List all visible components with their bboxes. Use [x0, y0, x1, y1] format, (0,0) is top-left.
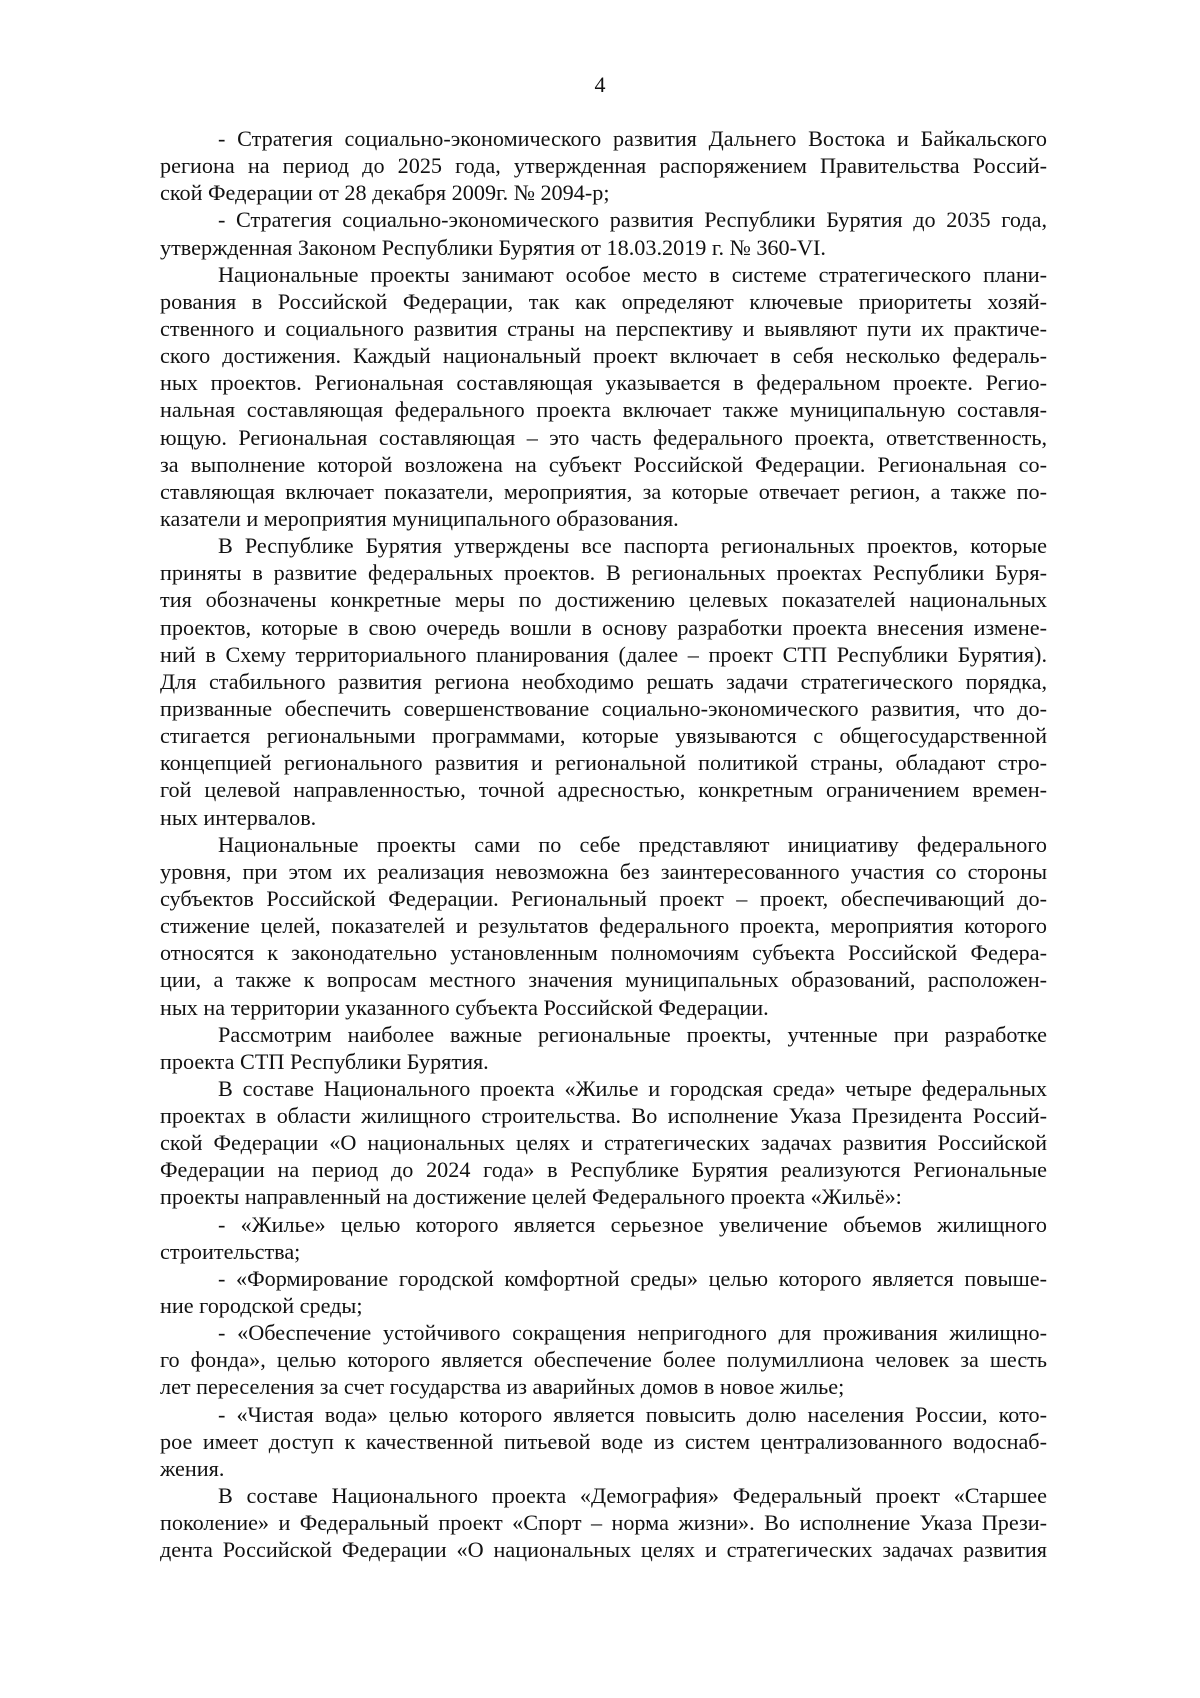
text-line: Национальные проекты занимают особое место в системе стратегического плани- — [218, 261, 1047, 287]
text-line: гой целевой направленностью, точной адресностью, конкретным ограничением времен- — [160, 777, 1047, 803]
text-line: дента Российской Федерации «О национальных целях и стратегических задачах развития — [160, 1537, 1047, 1563]
text-line: проекта СТП Республики Бурятия. — [160, 1048, 489, 1074]
text-line: уровня, при этом их реализация невозможна без заинтересованного участия со стороны — [160, 858, 1047, 884]
text-line: - «Чистая вода» целью которого является повысить долю населения России, кото- — [218, 1401, 1047, 1427]
text-line: тия обозначены конкретные меры по достижению целевых показателей национальных — [160, 587, 1047, 613]
document-body — [160, 125, 1047, 1563]
text-line: рования в Российской Федерации, так как определяют ключевые приоритеты хозяй- — [160, 288, 1047, 314]
text-line: ской Федерации «О национальных целях и стратегических задачах развития Российской — [160, 1130, 1047, 1156]
text-line: - «Формирование городской комфортной среды» целью которого является повыше- — [218, 1265, 1047, 1291]
text-line: утвержденная Законом Республики Бурятия от 18.03.2019 г. № 360-VI. — [160, 234, 826, 260]
text-line: нальная составляющая федерального проекта включает также муниципальную составля- — [160, 397, 1047, 423]
text-line: ственного и социального развития страны на перспективу и выявляют пути их практиче- — [160, 315, 1047, 341]
text-line: поколение» и Федеральный проект «Спорт – норма жизни». Во исполнение Указа Прези- — [160, 1510, 1047, 1536]
text-line: В составе Национального проекта «Демография» Федеральный проект «Старшее — [218, 1483, 1047, 1509]
text-line: - «Обеспечение устойчивого сокращения непригодного для проживания жилищно- — [218, 1320, 1047, 1346]
text-line: лет переселения за счет государства из аварийных домов в новое жилье; — [160, 1374, 845, 1400]
text-line: го фонда», целью которого является обеспечение более полумиллиона человек за шесть — [160, 1347, 1047, 1373]
text-line: региона на период до 2025 года, утвержденная распоряжением Правительства Россий- — [160, 153, 1047, 179]
text-line: субъектов Российской Федерации. Региональный проект – проект, обеспечивающий до- — [160, 885, 1047, 911]
text-line: ний в Схему территориального планирования (далее – проект СТП Республики Бурятия). — [160, 641, 1047, 667]
text-line: приняты в развитие федеральных проектов. В региональных проектах Республики Буря- — [160, 560, 1047, 586]
text-line: рое имеет доступ к качественной питьевой воде из систем централизованного водоснаб- — [160, 1428, 1047, 1454]
text-line: относятся к законодательно установленным полномочиям субъекта Российской Федера- — [160, 940, 1047, 966]
text-line: В составе Национального проекта «Жилье и городская среда» четыре федеральных — [218, 1075, 1047, 1101]
text-line: ние городской среды; — [160, 1293, 363, 1319]
text-line: проекты направленный на достижение целей Федерального проекта «Жильё»: — [160, 1184, 902, 1210]
text-line: Национальные проекты сами по себе представляют инициативу федерального — [218, 831, 1047, 857]
text-line: ставляющая включает показатели, мероприятия, за которые отвечает регион, а также по- — [160, 478, 1047, 504]
text-line: Рассмотрим наиболее важные региональные проекты, учтенные при разработке — [218, 1021, 1047, 1047]
text-line: жения. — [160, 1455, 225, 1481]
text-line: Для стабильного развития региона необходимо решать задачи стратегического порядка, — [160, 668, 1047, 694]
text-line: ющую. Региональная составляющая – это часть федерального проекта, ответственность, — [160, 424, 1047, 450]
text-line: стижение целей, показателей и результатов федерального проекта, мероприятия которого — [160, 913, 1047, 939]
page-number: 4 — [594, 72, 606, 97]
text-line: стигается региональными программами, которые увязываются с общегосударственной — [160, 723, 1047, 749]
text-line: проектов, которые в свою очередь вошли в основу разработки проекта внесения измене- — [160, 614, 1047, 640]
text-line: Федерации на период до 2024 года» в Республике Бурятия реализуются Региональные — [160, 1157, 1047, 1183]
text-line: строительства; — [160, 1238, 301, 1264]
text-line: ции, а также к вопросам местного значения муниципальных образований, расположен- — [160, 967, 1047, 993]
text-line: ского достижения. Каждый национальный проект включает в себя несколько федераль- — [160, 343, 1047, 369]
text-line: проектах в области жилищного строительства. Во исполнение Указа Президента Россий- — [160, 1103, 1047, 1129]
text-line: концепцией регионального развития и региональной политикой страны, обладают стро- — [160, 750, 1047, 776]
text-line: - Стратегия социально-экономического развития Республики Бурятия до 2035 года, — [218, 207, 1047, 233]
text-line: ных на территории указанного субъекта Российской Федерации. — [160, 994, 769, 1020]
text-line: призванные обеспечить совершенствование социально-экономического развития, что до- — [160, 695, 1047, 721]
text-line: за выполнение которой возложена на субъект Российской Федерации. Региональная со- — [160, 451, 1047, 477]
text-line: - Стратегия социально-экономического развития Дальнего Востока и Байкальского — [218, 126, 1047, 151]
text-line: ных проектов. Региональная составляющая указывается в федеральном проекте. Регио- — [160, 370, 1047, 396]
text-line: ской Федерации от 28 декабря 2009г. № 2094-р; — [160, 180, 610, 206]
text-line: - «Жилье» целью которого является серьезное увеличение объемов жилищного — [218, 1211, 1047, 1237]
text-line: казатели и мероприятия муниципального образования. — [160, 505, 679, 531]
text-line: ных интервалов. — [160, 804, 317, 830]
text-line: В Республике Бурятия утверждены все паспорта региональных проектов, которые — [218, 533, 1047, 559]
